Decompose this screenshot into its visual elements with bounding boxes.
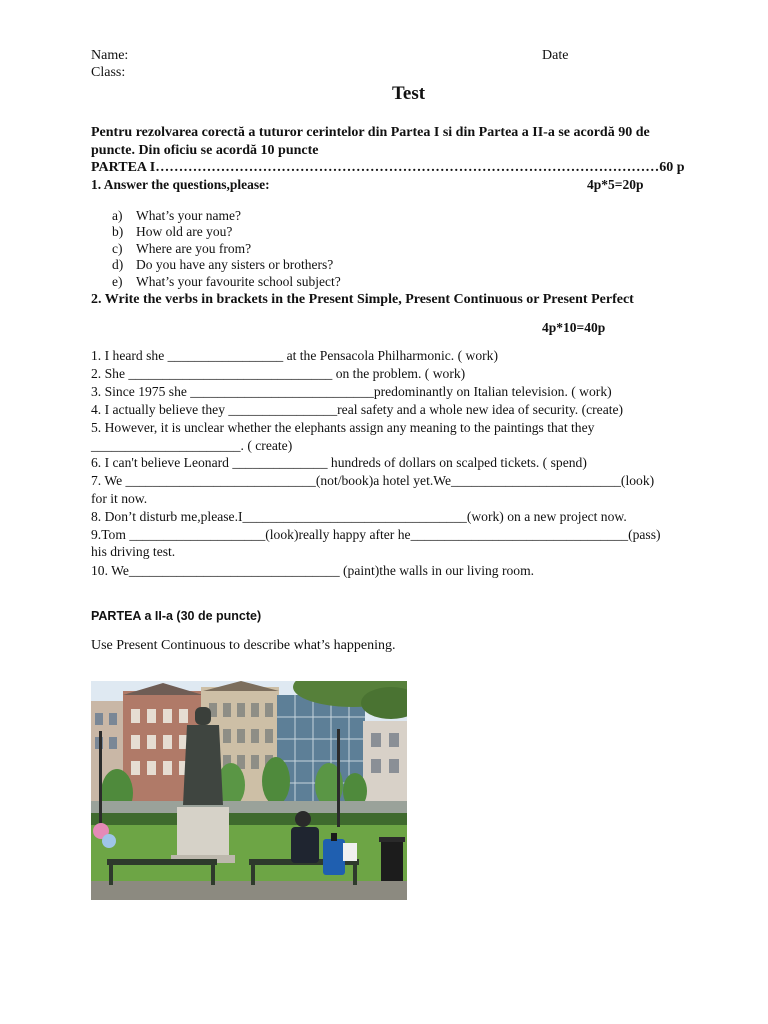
page-title: Test xyxy=(392,83,426,104)
q1-marker-c: c) xyxy=(112,241,123,256)
exercise-line-2: 2. She ______________________________ on the problem. ( work) xyxy=(91,366,466,381)
exercise-line-6: 6. I can't believe Leonard ______________ hundreds of dollars on scalped tickets. ( spend) xyxy=(91,455,587,470)
exercise-line-5b: ______________________. ( create) xyxy=(91,438,293,453)
class-label: Class: xyxy=(91,65,126,80)
exercise-line-4: 4. I actually believe they ________________real safety and a whole new idea of security. (create) xyxy=(91,402,624,417)
part1-heading: PARTEA I………………………………………………………………………………………………60 p xyxy=(91,160,685,175)
q1-points: 4p*5=20p xyxy=(587,177,644,192)
exercise-line-7b: for it now. xyxy=(91,491,148,506)
intro-line-2: puncte. Din oficiu se acordă 10 puncte xyxy=(91,143,319,158)
exercise-line-1: 1. I heard she _________________ at the Pensacola Philharmonic. ( work) xyxy=(91,348,498,363)
exercise-line-3: 3. Since 1975 she ___________________________predominantly on Italian television. ( work) xyxy=(91,384,612,399)
q2-title: 2. Write the verbs in brackets in the Present Simple, Present Continuous or Present Perfect xyxy=(91,292,634,307)
q1-marker-d: d) xyxy=(112,257,124,272)
intro-line-1: Pentru rezolvarea corectă a tuturor cerintelor din Partea I si din Partea a II-a se acordă 90 de xyxy=(91,125,650,140)
date-label: Date xyxy=(542,48,569,63)
q1-marker-a: a) xyxy=(112,208,123,223)
q1-title: 1. Answer the questions,please: xyxy=(91,177,270,192)
exercise-line-10: 10. We_______________________________ (paint)the walls in our living room. xyxy=(91,563,535,578)
q1-question-e: What’s your favourite school subject? xyxy=(136,274,341,289)
q1-question-d: Do you have any sisters or brothers? xyxy=(136,257,334,272)
q1-marker-b: b) xyxy=(112,224,124,239)
exercise-line-7a: 7. We ____________________________(not/book)a hotel yet.We_________________________(look) xyxy=(91,473,655,488)
q1-question-a: What’s your name? xyxy=(136,208,241,223)
exercise-line-9a: 9.Tom ____________________(look)really happy after he________________________________(pass) xyxy=(91,527,661,542)
exercise-line-8: 8. Don’t disturb me,please.I_________________________________(work) on a new project now. xyxy=(91,509,627,524)
exercise-line-9b: his driving test. xyxy=(91,544,176,559)
q2-points: 4p*10=40p xyxy=(542,320,606,335)
part2-heading: PARTEA a II-a (30 de puncte) xyxy=(91,609,262,623)
name-label: Name: xyxy=(91,48,129,63)
exercise-line-5a: 5. However, it is unclear whether the elephants assign any meaning to the paintings that they xyxy=(91,420,595,435)
q1-question-b: How old are you? xyxy=(136,224,233,239)
park-photo xyxy=(91,681,407,900)
part2-instruction: Use Present Continuous to describe what’s happening. xyxy=(91,638,396,653)
q1-marker-e: e) xyxy=(112,274,123,289)
q1-question-c: Where are you from? xyxy=(136,241,252,256)
